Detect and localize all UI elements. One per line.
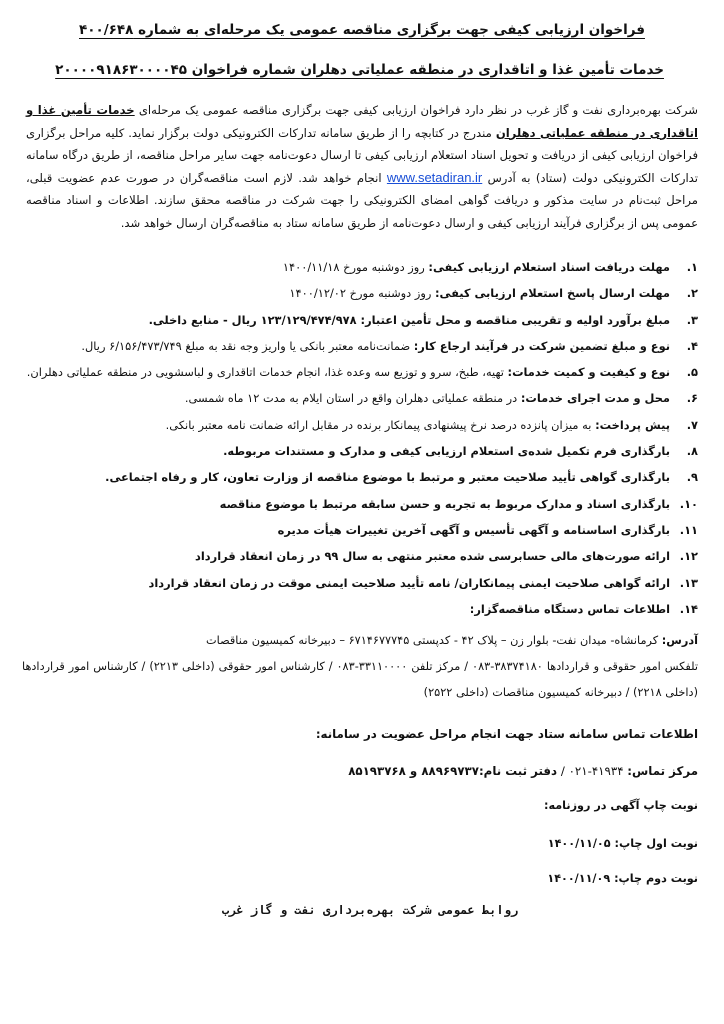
item-label: نوع و مبلغ تضمین شرکت در فرآیند ارجاع کار: xyxy=(413,338,670,353)
item-label: پیش پرداخت: xyxy=(595,417,670,432)
item-number: ۷. xyxy=(686,417,698,432)
call-center-value: ۴۱۹۳۴-۰۲۱ / xyxy=(557,764,628,778)
address-label: آدرس: xyxy=(661,634,698,647)
list-item xyxy=(26,596,698,622)
item-label: مهلت دریافت اسناد استعلام ارزیابی کیفی: xyxy=(428,260,670,274)
item-number: ۱۰. xyxy=(679,496,698,511)
list-item xyxy=(26,359,698,385)
address-value: کرمانشاه- میدان نفت- بلوار زن – پلاک ۴۲ - کدپستی ۶۷۱۴۶۷۷۷۴۵ – دبیرخانه کمیسیون مناقصات xyxy=(206,634,662,647)
item-label: بارگذاری گواهی تأیید صلاحیت معتبر و مرتبط با موضوع مناقصه از وزارت تعاون، کار و رفاه اجتماعی. xyxy=(105,470,670,485)
list-item xyxy=(26,438,698,464)
item-number: ۳. xyxy=(686,312,698,327)
item-value: ۱۲۳/۱۲۹/۴۷۴/۹۷۸ ریال - منابع داخلی. xyxy=(148,312,361,327)
item-number: ۱. xyxy=(686,260,698,274)
item-number: ۹. xyxy=(686,470,698,485)
list-item xyxy=(26,543,698,569)
call-center-label: مرکز تماس: xyxy=(627,764,698,778)
item-value: ضمانت‌نامه معتبر بانکی یا واریز وجه نقد به مبلغ ۶/۱۵۶/۴۷۳/۷۴۹ ریال. xyxy=(81,338,414,353)
announcement-subtitle xyxy=(55,62,664,78)
item-value: به میزان پانزده درصد نرخ پیشنهادی پیمانکار برنده در مقابل ارائه ضمانت نامه معتبر بانکی. xyxy=(165,417,596,432)
intro-text-2: مندرج در کتابچه را از طریق سامانه تدارکات الکترونیکی دولت برگزار نماید. کلیه مراحل برگزاری فراخوان ارزیابی کیفی از دریافت و تحویل اسناد استعلام ارزیابی کیفی تا ارسال دعوت‌نامه جهت سایر مراحل مناقصه، از طریق درگاه سامانه تدارکات الکترونیکی دولت (ستاد) به آدرس xyxy=(26,125,698,185)
intro-text-3: انجام خواهد شد. لازم است مناقصه‌گران در صورت عدم عضویت قبلی، مراحل ثبت‌نام در سایت مذکور و دریافت گواهی امضای الکترونیکی را جهت شرکت در مناقصه محقق سازند. اطلاعات و اسناد مناقصه عمومی پس از برگزاری فرآیند ارزیابی کیفی و ارسال دعوت‌نامه از طریق سامانه ستاد به مناقصه‌گران ارسال خواهد شد. xyxy=(26,170,698,230)
item-value: روز دوشنبه مورخ ۱۴۰۰/۱۲/۰۲ xyxy=(289,286,435,301)
item-number: ۱۴. xyxy=(679,601,698,616)
list-item xyxy=(26,517,698,543)
title-line-2: خدمات تأمین غذا و اتاقداری در منطقه عملیاتی دهلران شماره فراخوان ۲۰۰۰۰۹۱۸۶۳۰۰۰۰۴۵ xyxy=(55,62,664,78)
intro-bold-subject: خدمات تأمین غذا و اتاقداری در منطقه عملیاتی دهلران xyxy=(26,103,698,140)
list-item xyxy=(26,464,698,490)
item-label: بارگذاری اسناد و مدارک مربوط به تجربه و حسن سابقه مرتبط با موضوع مناقصه xyxy=(219,496,670,511)
item-label: مبلغ برآورد اولیه و تقریبی مناقصه و محل تأمین اعتبار: xyxy=(360,312,670,327)
item-value: روز دوشنبه مورخ ۱۴۰۰/۱۱/۱۸ xyxy=(282,260,429,274)
list-item xyxy=(26,412,698,438)
item-number: ۱۱. xyxy=(679,522,698,537)
item-number: ۱۳. xyxy=(679,575,698,590)
phone-lines: تلفکس امور حقوقی و قراردادها ۳۸۳۷۴۱۸۰-۰۸۳ / مرکز تلفن ۳۳۱۱۰۰۰۰-۰۸۳ / کارشناس امور حقوقی (داخلی ۲۲۱۳) / کارشناس امور قراردادها (داخلی ۲۲۱۸) / دبیرخانه کمیسیون مناقصات (داخلی ۲۵۲۲) xyxy=(22,660,699,699)
registration-office-label: دفتر ثبت نام: xyxy=(478,764,558,778)
setad-contact-numbers xyxy=(348,764,698,778)
list-item xyxy=(26,307,698,333)
item-label: اطلاعات تماس دستگاه مناقصه‌گزار: xyxy=(469,601,670,616)
setadiran-link[interactable]: www.setadiran.ir xyxy=(386,169,483,185)
title-line-1: فراخوان ارزیابی کیفی جهت برگزاری مناقصه عمومی یک مرحله‌ای به شماره ۴۰۰/۶۴۸ xyxy=(79,22,645,38)
list-item xyxy=(26,280,698,306)
second-print-date: نوبت دوم چاپ: ۱۴۰۰/۱۱/۰۹ xyxy=(547,872,698,885)
item-number: ۶. xyxy=(686,391,698,406)
first-print-date: نوبت اول چاپ: ۱۴۰۰/۱۱/۰۵ xyxy=(547,837,698,850)
registration-office-value: ۸۸۹۶۹۷۳۷ و ۸۵۱۹۳۷۶۸ xyxy=(348,764,479,778)
item-value: در منطقه عملیاتی دهلران واقع در استان ایلام به مدت ۱۲ ماه شمسی. xyxy=(184,391,521,406)
intro-text-1: شرکت بهره‌برداری نفت و گاز غرب در نظر دارد فراخوان ارزیابی کیفی جهت برگزاری مناقصه عمومی یک مرحله‌ای xyxy=(134,103,698,117)
item-label: بارگذاری فرم تکمیل شده‌ی استعلام ارزیابی کیفی و مدارک و مستندات مربوطه. xyxy=(223,444,670,459)
item-label: بارگذاری اساسنامه و آگهی تأسیس و آگهی آخرین تغییرات هیأت مدیره xyxy=(277,522,670,537)
item-label: ارائه گواهی صلاحیت ایمنی پیمانکاران/ نامه تأیید صلاحیت ایمنی موقت در زمان انعقاد قرارداد xyxy=(148,575,670,590)
item-number: ۴. xyxy=(686,338,698,353)
item-value: تهیه، طبخ، سرو و توزیع سه وعده غذا، انجام خدمات اتاقداری و لباسشویی در منطقه عملیاتی دهلران. xyxy=(26,365,508,380)
public-relations-signature: روابط عمومی شرکت بهره‌برداری نفت و گاز غرب xyxy=(221,903,519,917)
print-schedule-heading: نوبت چاپ آگهی در روزنامه: xyxy=(544,799,698,812)
item-label: ارائه صورت‌های مالی حسابرسی شده معتبر منتهی به سال ۹۹ در زمان انعقاد قرارداد xyxy=(195,549,670,564)
item-label: نوع و کیفیت و کمیت خدمات: xyxy=(507,365,670,380)
item-number: ۵. xyxy=(686,365,698,380)
item-number: ۸. xyxy=(686,444,698,459)
item-label: محل و مدت اجرای خدمات: xyxy=(520,391,670,406)
address-line xyxy=(22,628,698,654)
list-item xyxy=(26,570,698,596)
list-item xyxy=(26,254,698,280)
setad-contact-heading: اطلاعات تماس سامانه ستاد جهت انجام مراحل عضویت در سامانه: xyxy=(315,727,698,741)
item-number: ۱۲. xyxy=(679,549,698,564)
item-number: ۲. xyxy=(686,286,698,301)
list-item xyxy=(26,491,698,517)
intro-paragraph xyxy=(26,99,698,235)
list-item xyxy=(26,385,698,411)
item-label: مهلت ارسال پاسخ استعلام ارزیابی کیفی: xyxy=(434,286,670,301)
conditions-list xyxy=(26,254,698,622)
announcement-title xyxy=(60,22,664,38)
contact-details xyxy=(22,628,698,706)
list-item xyxy=(26,333,698,359)
